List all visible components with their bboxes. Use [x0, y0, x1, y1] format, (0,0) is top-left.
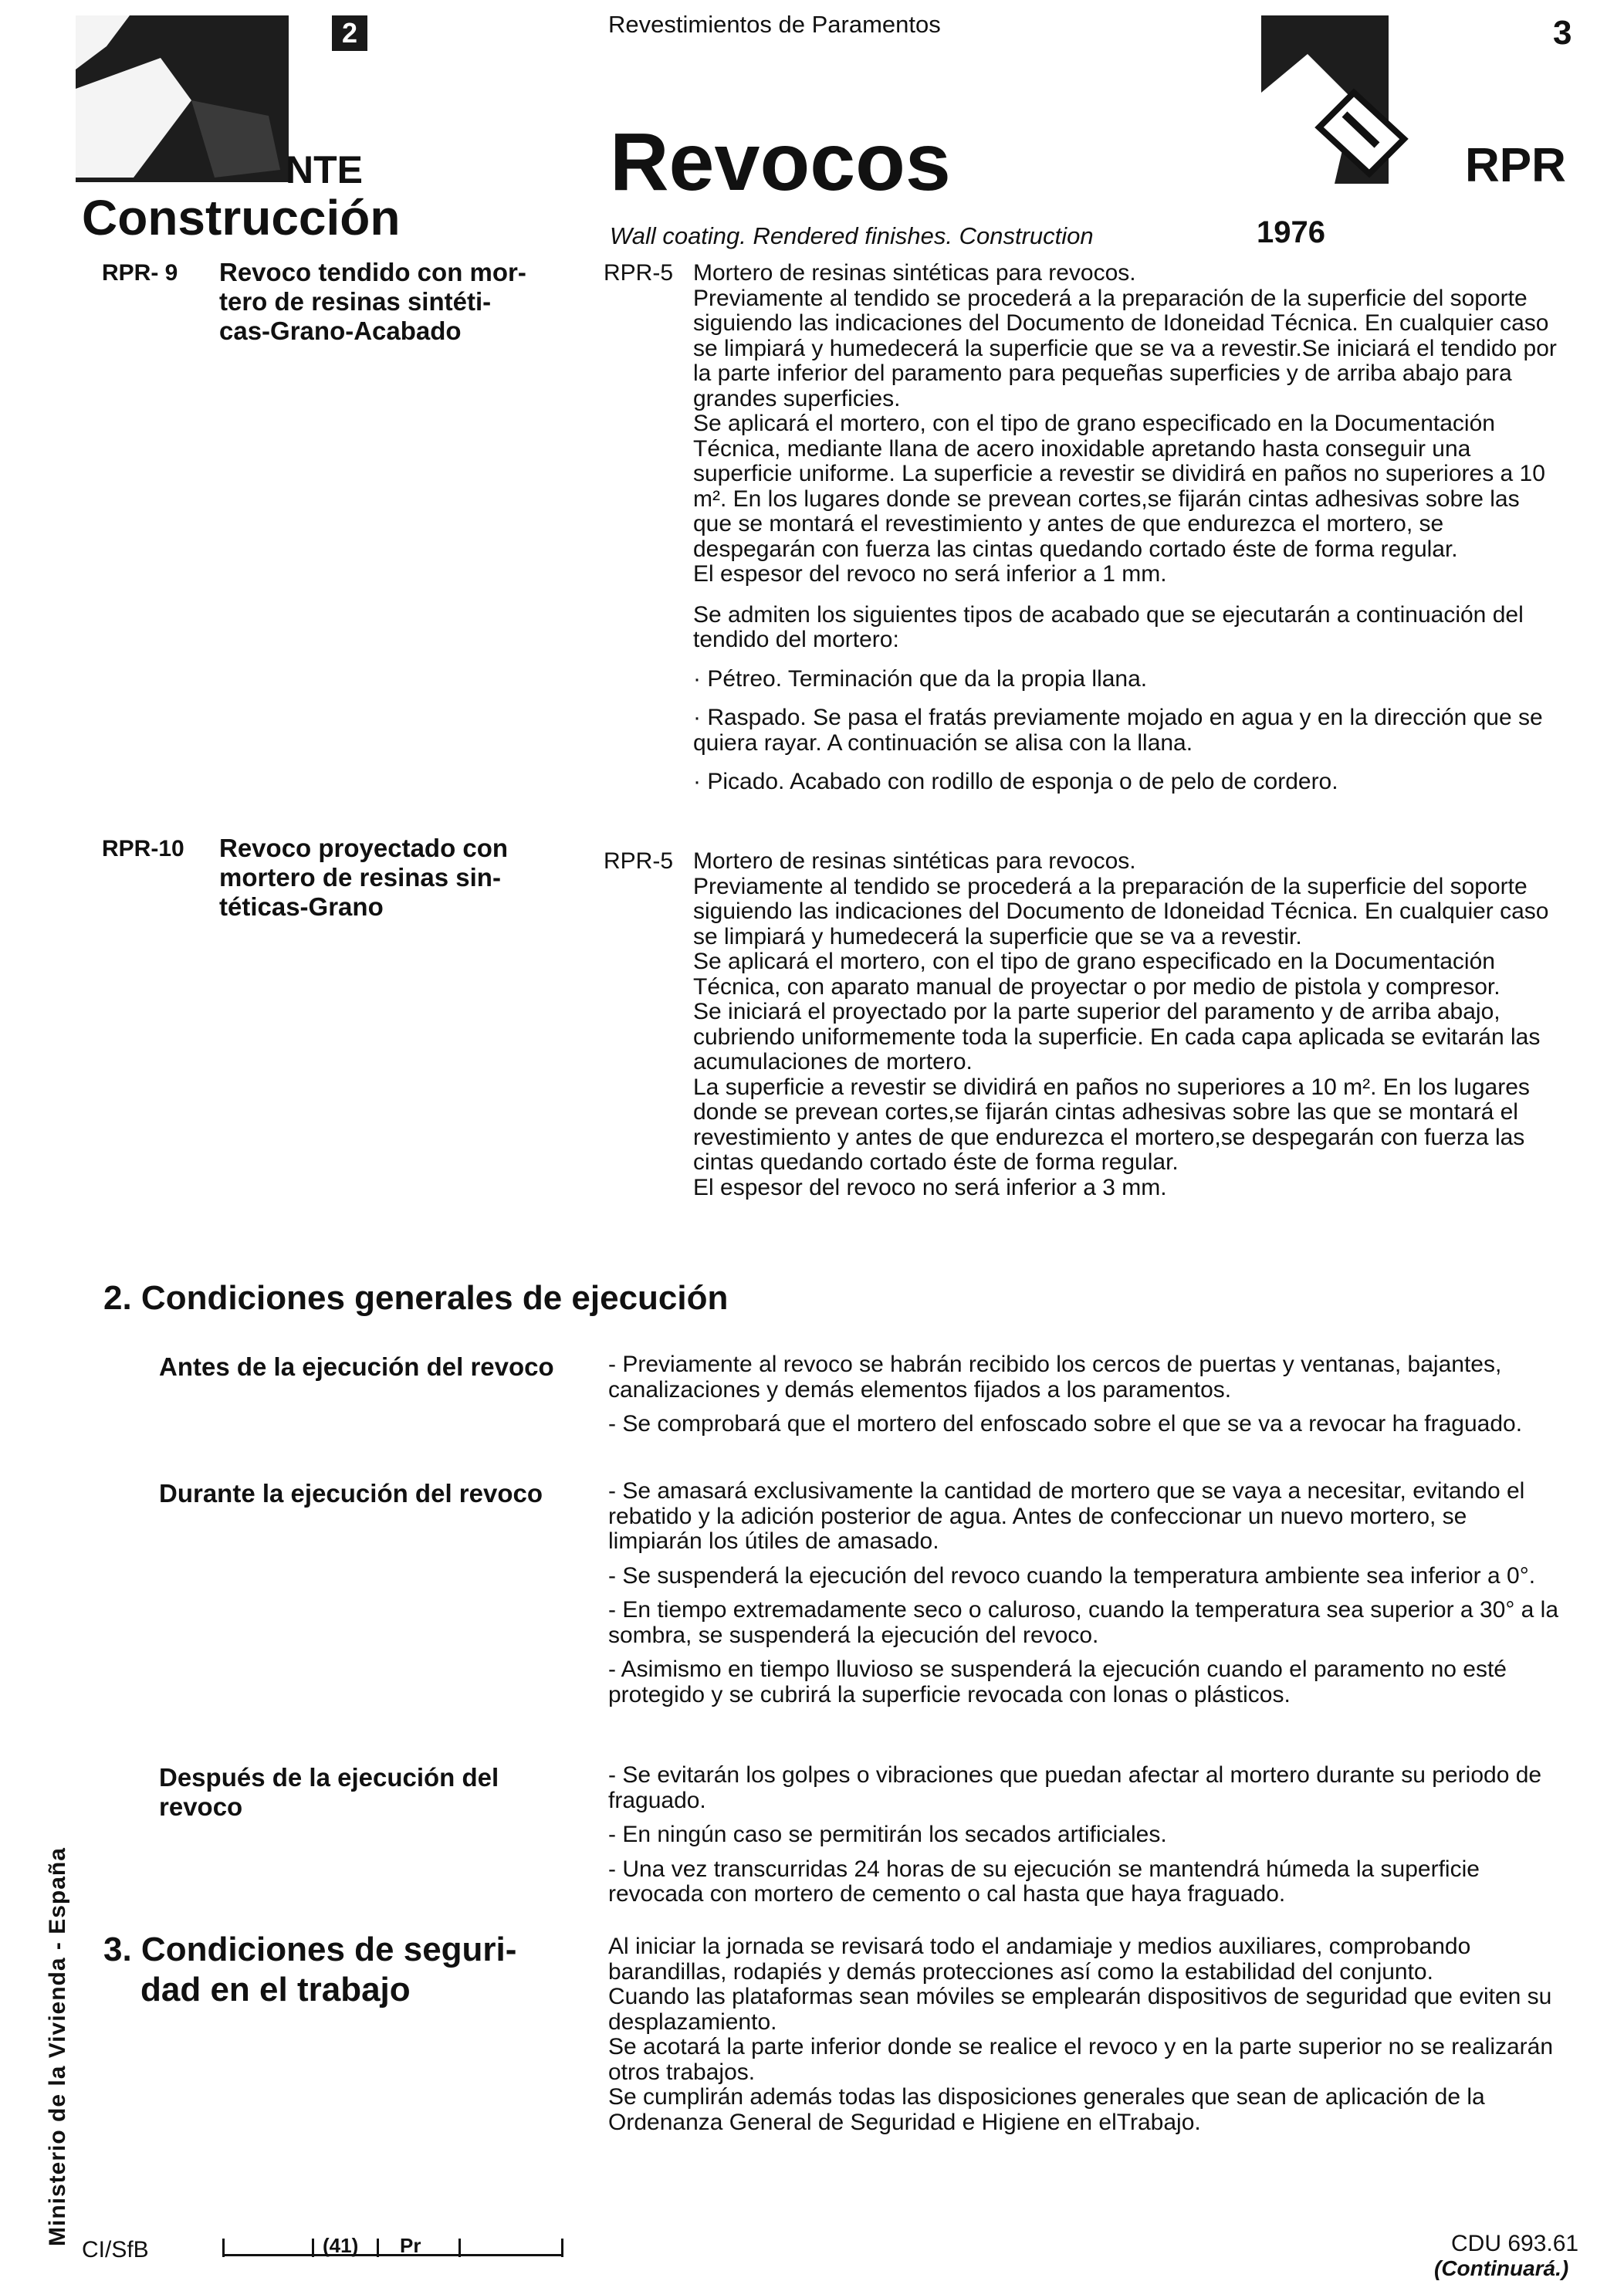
- section-body: [608, 1934, 1561, 2135]
- nte-logo-image: [76, 15, 289, 182]
- bracket-tick: [561, 2239, 563, 2257]
- list-item: - Una vez transcurridas 24 horas de su ejecución se mantendrá húmeda la superficie revocada con mortero de cemento o cal hasta que haya fraguado.: [608, 1856, 1480, 1907]
- entry-body: [693, 849, 1561, 1200]
- list-item-text: Previamente al revoco se habrán recibido los cercos de puertas y ventanas, bajantes, canalizaciones y demás elementos fijados a los paramentos.: [608, 1352, 1502, 1403]
- entry-title-line: Revoco proyectado con: [219, 834, 509, 862]
- list-item: - En tiempo extremadamente seco o caluroso, cuando la temperatura sea superior a 30° a la sombra, se suspenderá la ejecución del revoco.: [608, 1597, 1559, 1648]
- group-label: Durante la ejecución del revoco: [159, 1479, 543, 1508]
- list-item: - En ningún caso se permitirán los secados artificiales.: [608, 1822, 1167, 1847]
- list-item-text: Pétreo. Terminación que da la propia llana.: [707, 665, 1148, 692]
- rendering-icon: [1261, 15, 1431, 184]
- entry-title-line: mortero de resinas sin-: [219, 863, 501, 892]
- list-item-text: Picado. Acabado con rodillo de esponja o de pelo de cordero.: [707, 769, 1338, 794]
- bracket-line: [222, 2239, 563, 2256]
- entry-title: [219, 834, 567, 922]
- nte-label: NTE: [286, 148, 363, 191]
- bracket-tick: [222, 2239, 225, 2257]
- list-item-text: Asimismo en tiempo lluvioso se suspenderá la ejecución cuando el paramento no esté protegido y se cubrirá la superficie revocada con lonas o plásticos.: [608, 1657, 1507, 1707]
- bracket-tick: [377, 2239, 379, 2257]
- group-label: Después de la ejecución del revoco: [159, 1763, 499, 1821]
- paragraph: Se iniciará el proyectado por la parte superior del paramento y de arriba abajo, cubriendo uniformemente toda la superficie. En cada capa aplicada se evitarán las acumulaciones de mortero.: [693, 999, 1541, 1075]
- entry-title-line: cas-Grano-Acabado: [219, 316, 462, 345]
- paragraph: Mortero de resinas sintéticas para revocos.: [693, 260, 1136, 286]
- trowel-icon: [76, 15, 289, 182]
- paragraph: Al iniciar la jornada se revisará todo el andamiaje y medios auxiliares, comprobando barandillas, rodapiés y demás protecciones así como la estabilidad del conjunto.: [608, 1934, 1471, 1985]
- list-item-text: Se amasará exclusivamente la cantidad de mortero que se vaya a necesitar, evitando el rebatido y la adición posterior de agua. Antes de confeccionar un nuevo mortero, se limpiarán los útiles de amasado.: [608, 1478, 1525, 1554]
- rpr-logo-image: [1261, 15, 1431, 184]
- entry-code: RPR- 9: [102, 260, 178, 286]
- paragraph: Se acotará la parte inferior donde se realice el revoco y en la parte superior no se realizarán otros trabajos.: [608, 2034, 1554, 2085]
- section-number-box: 2: [332, 15, 367, 51]
- ministry-sidebar: Ministerio de la Vivienda - España: [45, 1847, 70, 2246]
- list-item-text: Se evitarán los golpes o vibraciones que puedan afectar al mortero durante su periodo de fraguado.: [608, 1762, 1542, 1813]
- page-subtitle: Wall coating. Rendered finishes. Construction: [610, 222, 1094, 249]
- entry-reference: RPR-5: [604, 260, 674, 286]
- entry-title-line: tero de resinas sintéti-: [219, 287, 492, 316]
- list-item: - Previamente al revoco se habrán recibido los cercos de puertas y ventanas, bajantes, canalizaciones y demás elementos fijados a los paramentos.: [608, 1352, 1502, 1403]
- cisfb-label: CI/SfB: [82, 2237, 149, 2262]
- entry-title-line: Revoco tendido con mor-: [219, 258, 526, 286]
- paragraph: Mortero de resinas sintéticas para revocos.: [693, 848, 1136, 874]
- list-item-text: Una vez transcurridas 24 horas de su ejecución se mantendrá húmeda la superficie revocada con mortero de cemento o cal hasta que haya fraguado.: [608, 1856, 1480, 1907]
- section-heading-line: dad en el trabajo: [140, 1971, 411, 2009]
- paragraph: Previamente al tendido se procederá a la preparación de la superficie del soporte siguiendo las indicaciones del Documento de Idoneidad Técnica. En cualquier caso se limpiará y humedecerá la superficie que se va a revestir.: [693, 873, 1549, 949]
- group-items: [608, 1352, 1561, 1437]
- classification-field: Pr: [400, 2234, 421, 2257]
- section-heading: 2. Condiciones generales de ejecución: [103, 1279, 729, 1317]
- paragraph: Se aplicará el mortero, con el tipo de grano especificado en la Documentación Técnica, con aparato manual de proyectar o por medio de pistola y compresor.: [693, 949, 1501, 1000]
- group-label: Antes de la ejecución del revoco: [159, 1352, 554, 1381]
- continued-note: (Continuará.): [1434, 2256, 1569, 2280]
- series-title: Revestimientos de Paramentos: [608, 11, 941, 38]
- paragraph: Cuando las plataformas sean móviles se emplearán dispositivos de seguridad que eviten su desplazamiento.: [608, 1984, 1552, 2035]
- list-item: - Asimismo en tiempo lluvioso se suspenderá la ejecución cuando el paramento no esté protegido y se cubrirá la superficie revocada con lonas o plásticos.: [608, 1657, 1507, 1707]
- entry-reference: RPR-5: [604, 848, 674, 874]
- page-title: Revocos: [610, 117, 951, 208]
- group-items: [608, 1763, 1561, 1907]
- list-item: - Se amasará exclusivamente la cantidad de mortero que se vaya a necesitar, evitando el rebatido y la adición posterior de agua. Antes de confeccionar un nuevo mortero, se limpiarán los útiles de amasado.: [608, 1478, 1525, 1554]
- list-item-text: En ningún caso se permitirán los secados artificiales.: [622, 1822, 1167, 1847]
- paragraph: El espesor del revoco no será inferior a 3 mm.: [693, 1174, 1167, 1200]
- cdu-code: CDU 693.61: [1451, 2231, 1579, 2256]
- list-item-text: Se comprobará que el mortero del enfoscado sobre el que se va a revocar ha fraguado.: [622, 1411, 1523, 1437]
- paragraph: Previamente al tendido se procederá a la preparación de la superficie del soporte siguiendo las indicaciones del Documento de Idoneidad Técnica. En cualquier caso se limpiará y humedecerá la superficie que se va a revestir.Se iniciará el tendido por la parte inferior del paramento para pequeñas superficies y de arriba abajo para grandes superficies.: [693, 285, 1557, 411]
- paragraph: Se admiten los siguientes tipos de acabado que se ejecutarán a continuación del tendido del mortero:: [693, 601, 1524, 652]
- list-item-text: Raspado. Se pasa el fratás previamente mojado en agua y en la dirección que se quiera rayar. A continuación se alisa con la llana.: [693, 705, 1543, 756]
- section-heading: [103, 1930, 582, 2010]
- list-item: · Pétreo. Terminación que da la propia llana.: [693, 665, 1148, 692]
- construccion-label: Construcción: [82, 190, 401, 245]
- list-item: - Se suspenderá la ejecución del revoco cuando la temperatura ambiente sea inferior a 0°.: [608, 1562, 1536, 1589]
- paragraph: La superficie a revestir se dividirá en paños no superiores a 10 m². En los lugares donde se prevean cortes,se fijarán cintas adhesivas sobre las que se montará el revestimiento y antes de que endurezca el mortero,se despegarán con fuerza las cintas quedando cortado éste de forma regular.: [693, 1074, 1530, 1175]
- bracket-tick: [312, 2239, 314, 2257]
- document-code: RPR: [1465, 139, 1566, 192]
- bracket-tick: [458, 2239, 461, 2257]
- page-number: 3: [1553, 14, 1572, 52]
- list-item-text: En tiempo extremadamente seco o caluroso, cuando la temperatura sea superior a 30° a la sombra, se suspenderá la ejecución del revoco.: [608, 1597, 1559, 1648]
- classification-field: (41): [323, 2234, 359, 2257]
- list-item: - Se evitarán los golpes o vibraciones que puedan afectar al mortero durante su periodo de fraguado.: [608, 1762, 1542, 1813]
- paragraph: El espesor del revoco no será inferior a 1 mm.: [693, 561, 1167, 587]
- list-item: - Se comprobará que el mortero del enfoscado sobre el que se va a revocar ha fraguado.: [608, 1411, 1523, 1437]
- list-item: · Picado. Acabado con rodillo de esponja o de pelo de cordero.: [693, 769, 1338, 794]
- entry-title-line: téticas-Grano: [219, 892, 384, 921]
- publication-year: 1976: [1257, 215, 1325, 249]
- group-items: [608, 1479, 1561, 1707]
- section-heading-line: 3. Condiciones de seguri-: [103, 1931, 517, 1968]
- paragraph: Se cumplirán además todas las disposiciones generales que sean de aplicación de la Ordenanza General de Seguridad e Higiene en elTrabajo.: [608, 2084, 1485, 2135]
- entry-title: [219, 258, 567, 346]
- list-item-text: Se suspenderá la ejecución del revoco cuando la temperatura ambiente sea inferior a 0°.: [622, 1562, 1536, 1589]
- entry-code: RPR-10: [102, 836, 184, 861]
- list-item: · Raspado. Se pasa el fratás previamente mojado en agua y en la dirección que se quiera rayar. A continuación se alisa con la llana.: [693, 705, 1543, 756]
- paragraph: Se aplicará el mortero, con el tipo de grano especificado en la Documentación Técnica, mediante llana de acero inoxidable apretando hasta conseguir una superficie uniforme. La superficie a revestir se dividirá en paños no superiores a 10 m². En los lugares donde se prevean cortes,se fijarán cintas adhesivas sobre las que se montará el revestimiento y antes de que endurezca el mortero, se despegarán con fuerza las cintas quedando cortado éste de forma regular.: [693, 411, 1545, 562]
- entry-body: [693, 261, 1561, 795]
- classification-bracket: [222, 2234, 563, 2260]
